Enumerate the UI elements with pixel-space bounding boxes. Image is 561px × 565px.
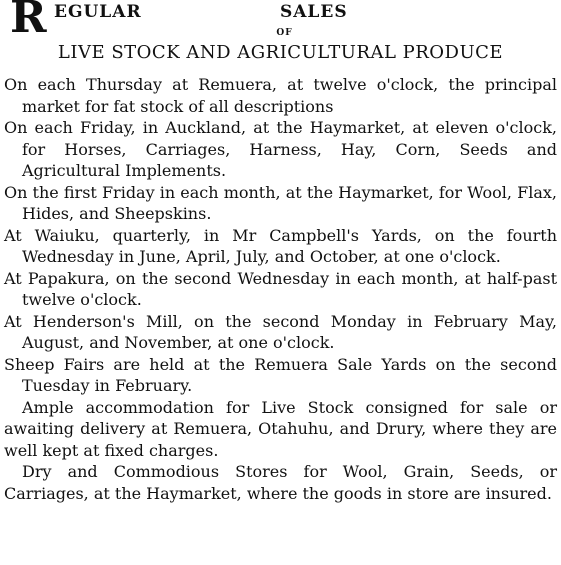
paragraph-accommodation: Ample accommodation for Live Stock consigned for sale or awaiting delivery at Remuera, Otahuhu, and Drury, where they are well kept at fixed charges. [4, 397, 557, 460]
paragraph-friday-auckland: On each Friday, in Auckland, at the Haymarket, at eleven o'clock, for Horses, Carriages, Harness, Hay, Corn, Seeds and Agricultural Implements. [4, 118, 557, 180]
paragraph-waiuku: At Waiuku, quarterly, in Mr Campbell's Yards, on the fourth Wednesday in June, April, July, and October, at one o'clock. [4, 225, 557, 266]
notice-heading: EGULAR SALES [54, 2, 348, 22]
notice-heading-of: OF [276, 28, 293, 38]
paragraph-stores: Dry and Commodious Stores for Wool, Grain, Seeds, or Carriages, at the Haymarket, where the goods in store are insured. [4, 462, 557, 503]
paragraph-hendersons-mill: At Henderson's Mill, on the second Monday in February May, August, and November, at one o'clock. [4, 311, 557, 352]
drop-cap: R [10, 0, 47, 43]
notice-header [4, 0, 557, 43]
paragraph-sheep-fairs: Sheep Fairs are held at the Remuera Sale Yards on the second Tuesday in February. [4, 354, 557, 395]
paragraph-papakura: At Papakura, on the second Wednesday in each month, at half-past twelve o'clock. [4, 268, 557, 309]
paragraph-first-friday: On the first Friday in each month, at the Haymarket, for Wool, Flax, Hides, and Sheepskins. [4, 182, 557, 223]
notice-subheading: LIVE STOCK AND AGRICULTURAL PRODUCE [57, 42, 504, 63]
paragraph-thursday-remuera: On each Thursday at Remuera, at twelve o'clock, the principal market for fat stock of all descriptions [4, 75, 557, 116]
